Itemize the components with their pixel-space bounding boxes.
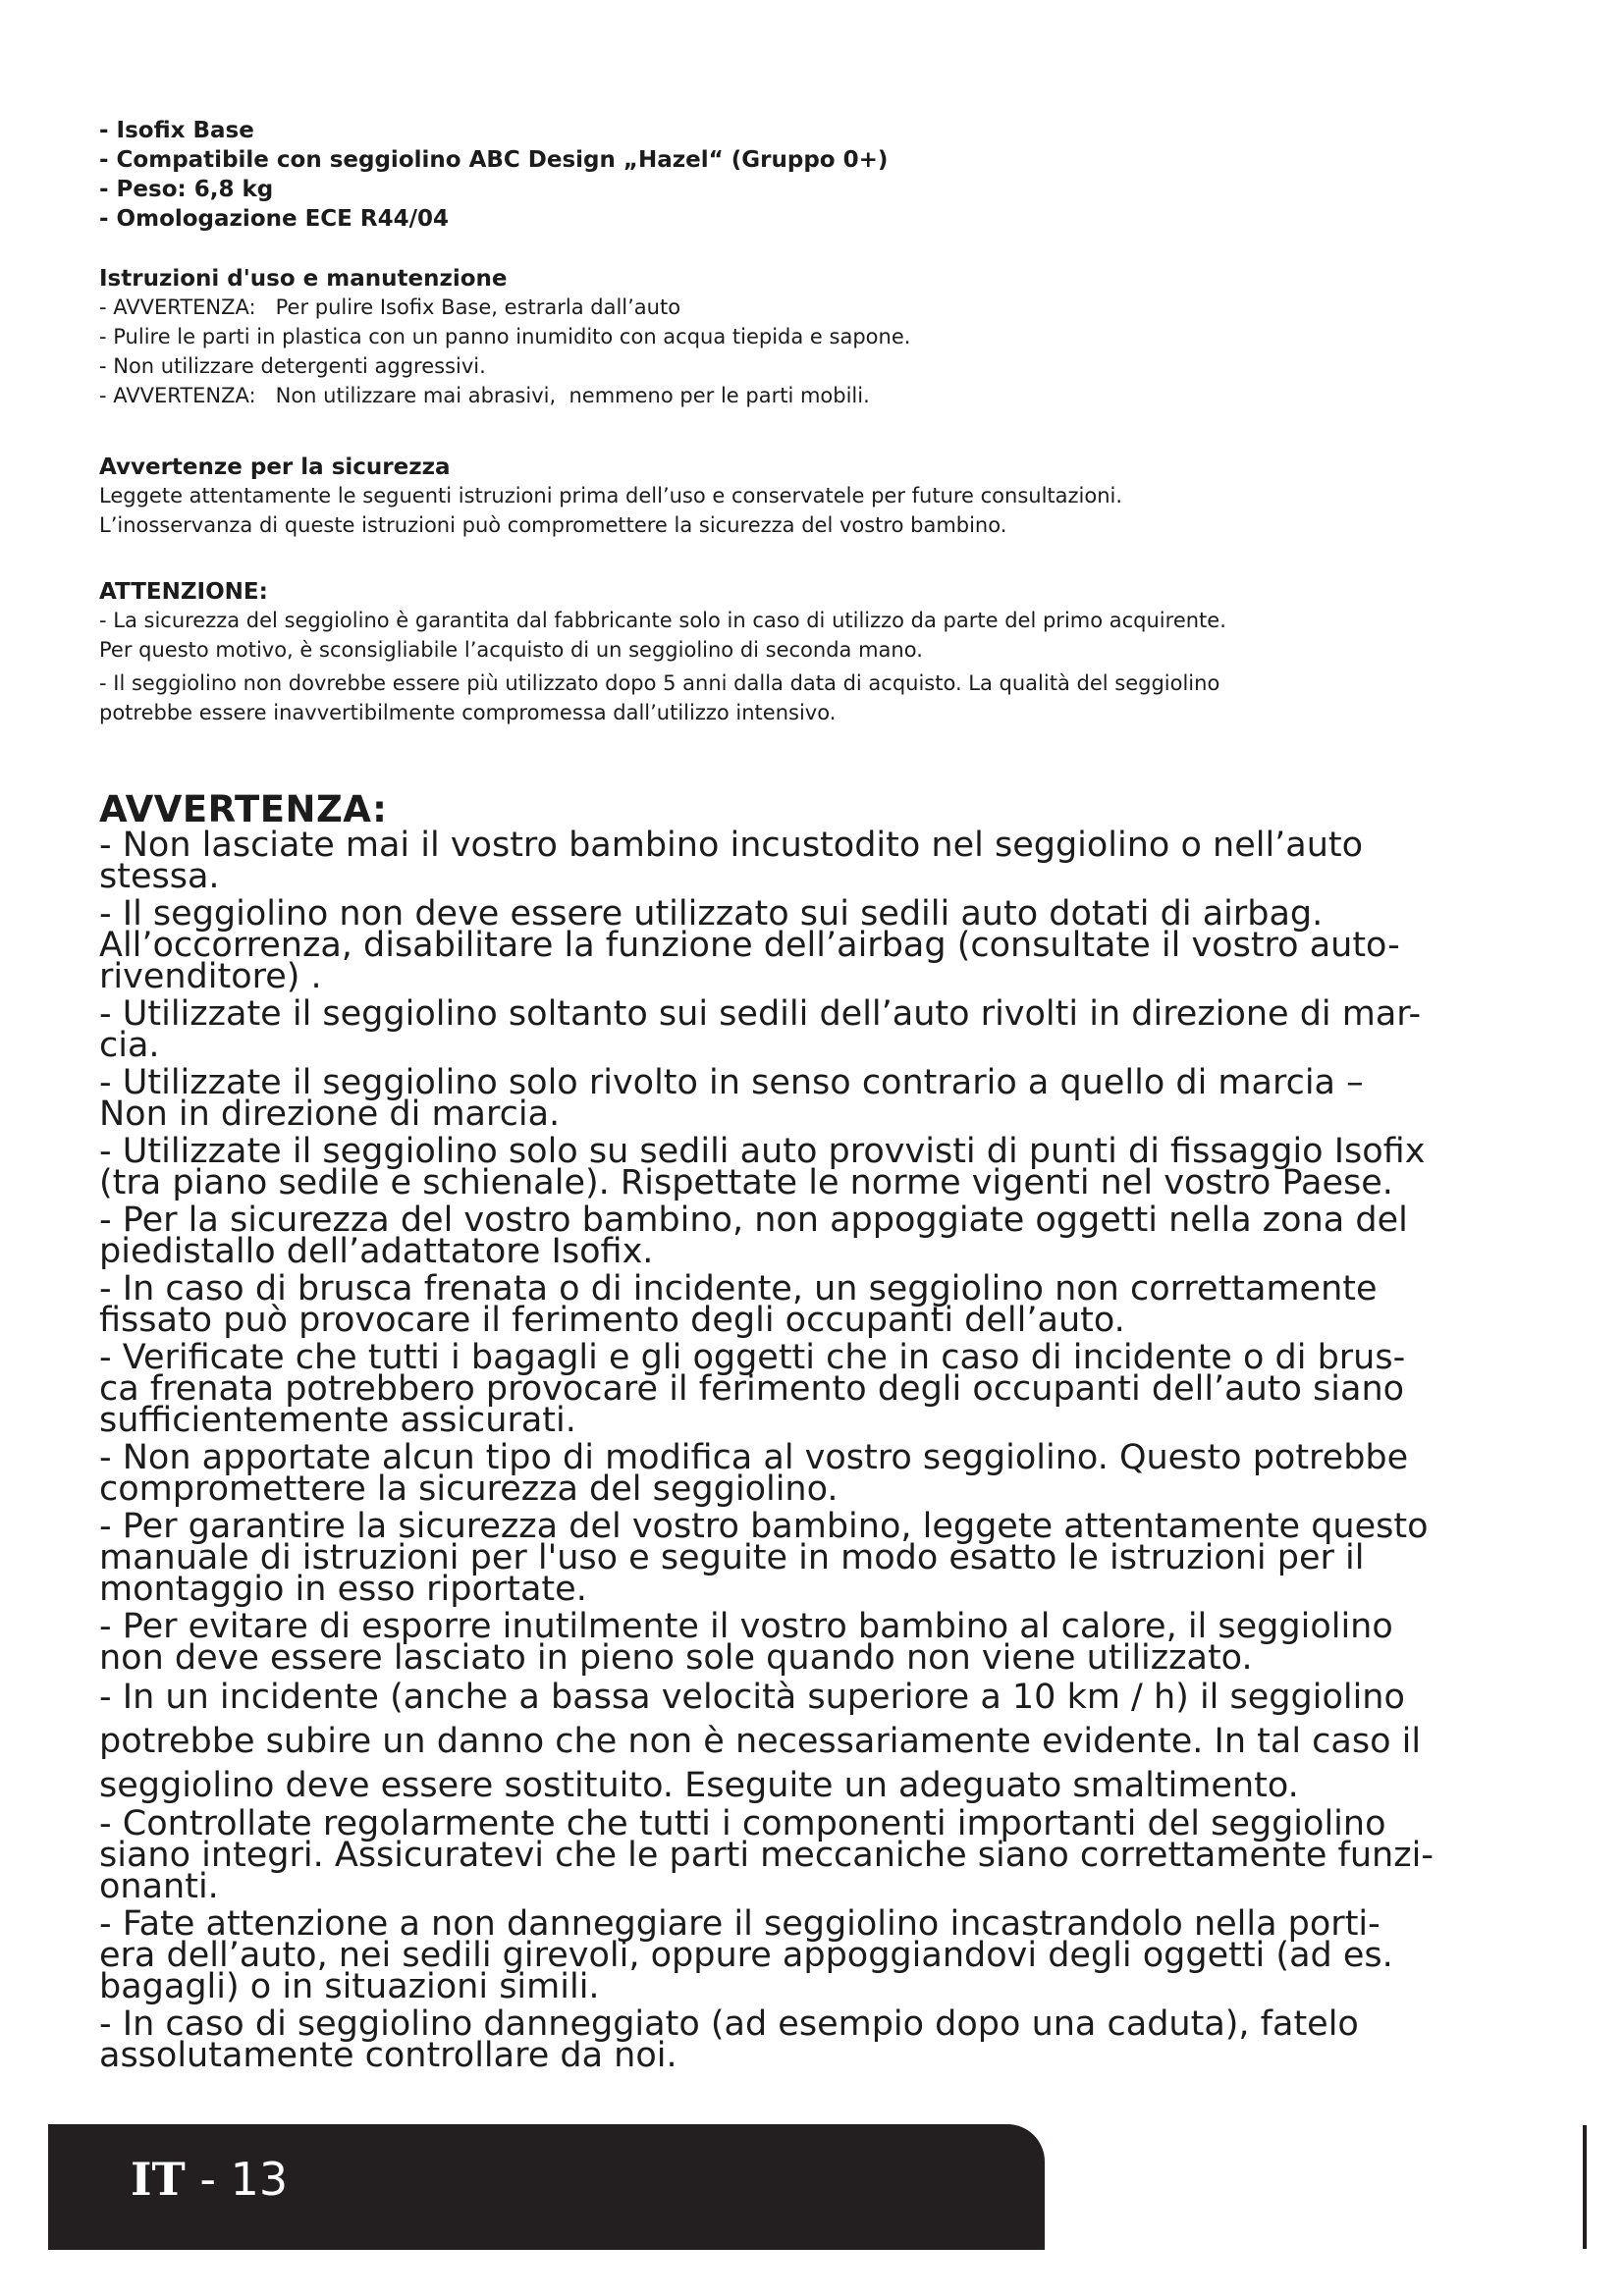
usage-section [99,265,1552,410]
usage-item: - Non utilizzare detergenti aggressivi. [99,354,486,378]
warning-item: - Utilizzate il seggiolino solo rivolto in senso contrario a quello di marcia – Non in direzione di marcia. [99,1063,1364,1134]
warning-item: - Per la sicurezza del vostro bambino, non appoggiate oggetti nella zona del piedistallo dell’adattatore Isofix. [99,1201,1408,1271]
safety-line: L’inosservanza di queste istruzioni può compromettere la sicurezza del vostro bambino. [99,513,1007,537]
warning-item: - Controllate regolarmente che tutti i componenti importanti del seggiolino siano integri. Assicuratevi che le parti meccaniche siano correttamente funzi- onanti. [99,1804,1434,1906]
warning-item: - In un incidente (anche a bassa velocità superiore a 10 km / h) il seggiolino potrebbe subire un danno che non è necessariamente evidente. In tal caso il seggiolino deve essere sostituito. Eseguite un adeguato smaltimento. [99,1678,1422,1805]
warning-item: - Utilizzate il seggiolino soltanto sui sedili dell’auto rivolti in direzione di mar- cia. [99,994,1422,1065]
safety-heading: Avvertenze per la sicurezza [99,454,451,480]
warning-heading: AVVERTENZA: [99,788,388,830]
spec-item: - Peso: 6,8 kg [99,177,274,202]
warning-item: - Per evitare di esporre inutilmente il vostro bambino al calore, il seggiolino non deve essere lasciato in pieno sole quando non viene utilizzato. [99,1607,1393,1678]
warning-item: - Non lasciate mai il vostro bambino incustodito nel seggiolino o nell’auto stessa. [99,826,1364,896]
warning-item: - Non apportate alcun tipo di modifica al vostro seggiolino. Questo potrebbe compromettere la sicurezza del seggiolino. [99,1438,1409,1509]
page-number: 13 [230,2153,289,2206]
specs-list [99,116,1552,234]
warning-section [99,788,1552,2075]
attention-paragraph: - Il seggiolino non dovrebbe essere più utilizzato dopo 5 anni dalla data di acquisto. La qualità del seggiolino potrebbe essere inavvertibilmente compromessa dall’utilizzo intensivo. [99,671,1220,724]
safety-line: Leggete attentamente le seguenti istruzioni prima dell’uso e conservatele per future consultazioni. [99,484,1123,507]
spec-item: - Compatibile con seggiolino ABC Design „Hazel“ (Gruppo 0+) [99,147,889,173]
safety-section [99,454,1552,540]
footer-bar [48,2124,1045,2250]
spec-item: - Isofix Base [99,118,254,143]
usage-item: - Pulire le parti in plastica con un panno inumidito con acqua tiepida e sapone. [99,325,911,348]
warning-item: - Il seggiolino non deve essere utilizzato sui sedili auto dotati di airbag. All’occorrenza, disabilitare la funzione dell’airbag (consultate il vostro auto- rivenditore) . [99,894,1400,996]
language-code: IT [131,2153,186,2206]
warning-item: - Verificate che tutti i bagagli e gli oggetti che in caso di incidente o di brus- ca frenata potrebbero provocare il ferimento degli occupanti dell’auto siano sufficientemente assicurati. [99,1338,1406,1440]
usage-item: - AVVERTENZA: Per pulire Isofix Base, estrarla dall’auto [99,295,681,319]
warning-item: - Fate attenzione a non danneggiare il seggiolino incastrandolo nella porti- era dell’auto, nei sedili girevoli, oppure appoggiandovi degli oggetti (ad es. bagagli) o in situazioni simili. [99,1904,1393,2006]
spec-item: - Omologazione ECE R44/04 [99,206,450,232]
attention-section [99,578,1552,727]
page-separator: - [185,2153,231,2206]
attention-heading: ATTENZIONE: [99,579,268,605]
edge-rule [1583,2125,1587,2249]
warning-item: - Utilizzate il seggiolino solo su sedili auto provvisti di punti di fissaggio Isofix (tra piano sedile e schienale). Rispettate le norme vigenti nel vostro Paese. [99,1132,1426,1202]
attention-paragraph: - La sicurezza del seggiolino è garantita dal fabbricante solo in caso di utilizzo da parte del primo acquirente. Per questo motivo, è sconsigliabile l’acquisto di un seggiolino di seconda mano. [99,609,1226,662]
page-label [131,2150,288,2209]
warning-item: - In caso di brusca frenata o di incidente, un seggiolino non correttamente fissato può provocare il ferimento degli occupanti dell’auto. [99,1269,1378,1340]
warning-item: - In caso di seggiolino danneggiato (ad esempio dopo una caduta), fatelo assolutamente controllare da noi. [99,2004,1359,2075]
warning-item: - Per garantire la sicurezza del vostro bambino, leggete attentamente questo manuale di istruzioni per l'uso e seguite in modo esatto le istruzioni per il montaggio in esso riportate. [99,1507,1429,1609]
usage-item: - AVVERTENZA: Non utilizzare mai abrasivi, nemmeno per le parti mobili. [99,384,870,407]
usage-heading: Istruzioni d'uso e manutenzione [99,266,508,292]
